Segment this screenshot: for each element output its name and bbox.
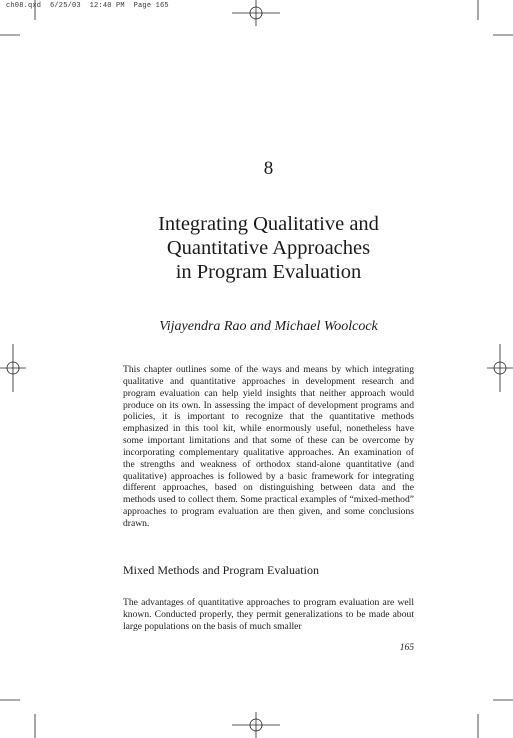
section-paragraph: The advantages of quantitative approaches to program evaluation are well known. Conducted properly, they permit generalizations to be made about large populations on the basis of much smaller [123,597,414,632]
chapter-title [0,212,513,284]
chapter-title-line-2: Quantitative Approaches [166,237,371,259]
chapter-title-line-1: Integrating Qualitative and [158,213,379,235]
registration-mark-left [0,344,26,392]
print-slug-line: ch08.qxd 6/25/03 12:40 PM Page 165 [6,2,169,10]
chapter-title-line-3: in Program Evaluation [175,261,362,283]
registration-mark-top [232,0,280,26]
registration-mark-bottom [232,712,280,738]
intro-paragraph: This chapter outlines some of the ways and means by which integrating qualitative and quantitative approaches in development research and program evaluation can help yield insights that neither approach would produce on its own. In assessing the impact of development programs and policies, it is important to recognize that the quantitative methods emphasized in this tool kit, while enormously useful, nonetheless have some important limitations and that some of these can be overcome by incorporating complementary qualitative approaches. An examination of the strengths and weakness of orthodox stand-alone quantitative (and qualitative) approaches is followed by a basic framework for integrating different approaches, based on distinguishing between data and the methods used to collect them. Some practical examples of “mixed-method” approaches to program evaluation are then given, and some conclusions drawn. [123,364,414,529]
chapter-number: 8 [263,158,274,179]
page-number: 165 [399,643,414,653]
chapter-authors: Vijayendra Rao and Michael Woolcock [159,319,378,334]
section-heading: Mixed Methods and Program Evaluation [123,563,319,577]
registration-mark-right [487,344,513,392]
